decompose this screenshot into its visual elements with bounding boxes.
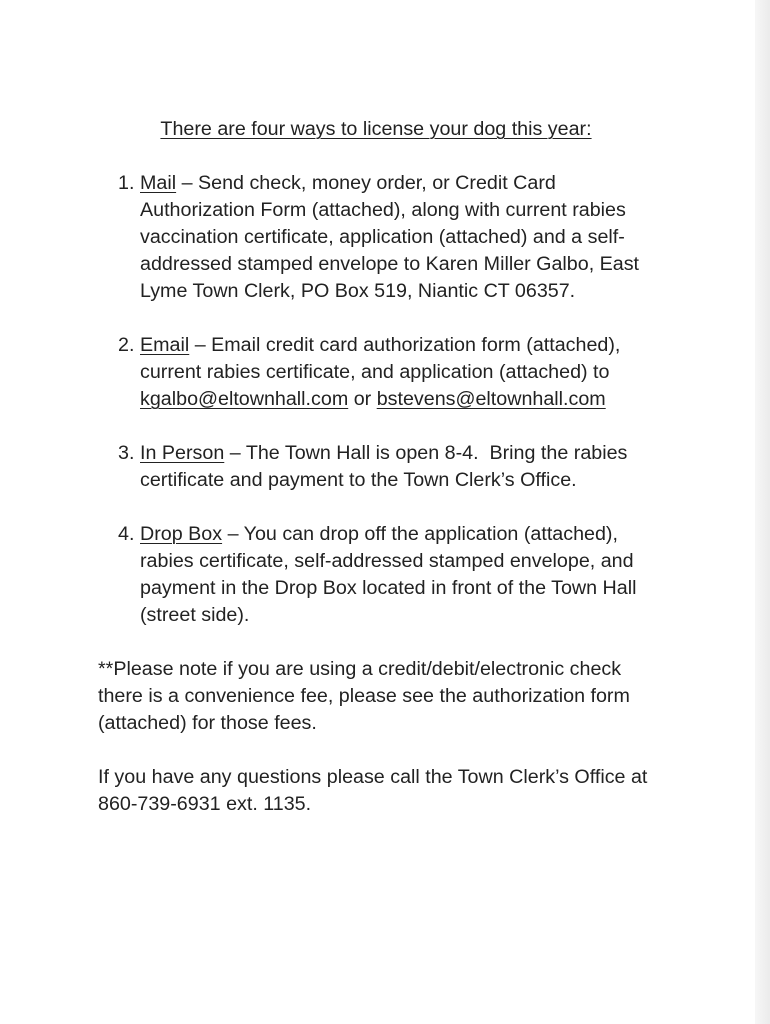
option-text-line: certificate and payment to the Town Clerk’s Office. bbox=[140, 469, 577, 491]
option-text-line: Lyme Town Clerk, PO Box 519, Niantic CT 06357. bbox=[140, 280, 576, 302]
option-in-person-first-line bbox=[118, 440, 752, 467]
email-address-kgalbo: kgalbo@eltownhall.com bbox=[140, 388, 349, 410]
option-in-person bbox=[0, 440, 752, 494]
option-label-drop-box: Drop Box bbox=[140, 523, 223, 545]
page-title-text: There are four ways to license your dog this year: bbox=[160, 118, 592, 140]
option-text-line: addressed stamped envelope to Karen Miller Galbo, East bbox=[140, 253, 640, 275]
option-text-line: current rabies certificate, and application (attached) to bbox=[140, 361, 610, 383]
option-text: – Email credit card authorization form (attached), bbox=[194, 334, 621, 356]
option-mail-first-line bbox=[118, 170, 752, 197]
contact-phone-line: 860-739-6931 ext. 1135. bbox=[98, 793, 312, 815]
option-text-line: rabies certificate, self-addressed stamped envelope, and bbox=[140, 550, 634, 572]
option-text-line: payment in the Drop Box located in front of the Town Hall bbox=[140, 577, 637, 599]
option-text: – You can drop off the application (attached), bbox=[227, 523, 618, 545]
scan-edge bbox=[755, 0, 770, 1024]
fee-note-line: (attached) for those fees. bbox=[98, 712, 317, 734]
option-email-first-line bbox=[118, 332, 752, 359]
fee-note-line: there is a convenience fee, please see the authorization form bbox=[98, 685, 630, 707]
email-joiner: or bbox=[353, 388, 372, 410]
option-label-email: Email bbox=[140, 334, 190, 356]
page-title bbox=[0, 116, 752, 143]
fee-note bbox=[0, 656, 752, 737]
option-number: 1. bbox=[118, 172, 135, 194]
option-text-line: Authorization Form (attached), along with current rabies bbox=[140, 199, 626, 221]
option-text-line: (street side). bbox=[140, 604, 250, 626]
option-label-mail: Mail bbox=[140, 172, 177, 194]
fee-note-line: **Please note if you are using a credit/debit/electronic check bbox=[98, 658, 622, 680]
document-content bbox=[0, 116, 752, 845]
option-number: 3. bbox=[118, 442, 135, 464]
option-email bbox=[0, 332, 752, 413]
option-text: – Send check, money order, or Credit Card bbox=[181, 172, 556, 194]
option-mail bbox=[0, 170, 752, 305]
option-drop-box-first-line bbox=[118, 521, 752, 548]
option-label-in-person: In Person bbox=[140, 442, 225, 464]
option-drop-box bbox=[0, 521, 752, 629]
option-text: – The Town Hall is open 8-4. Bring the rabies bbox=[229, 442, 628, 464]
contact-info bbox=[0, 764, 752, 818]
option-text-line: vaccination certificate, application (attached) and a self- bbox=[140, 226, 625, 248]
email-addresses-line bbox=[140, 386, 752, 413]
contact-line: If you have any questions please call the Town Clerk’s Office at bbox=[98, 766, 648, 788]
option-number: 4. bbox=[118, 523, 135, 545]
option-number: 2. bbox=[118, 334, 135, 356]
email-address-bstevens: bstevens@eltownhall.com bbox=[376, 388, 606, 410]
